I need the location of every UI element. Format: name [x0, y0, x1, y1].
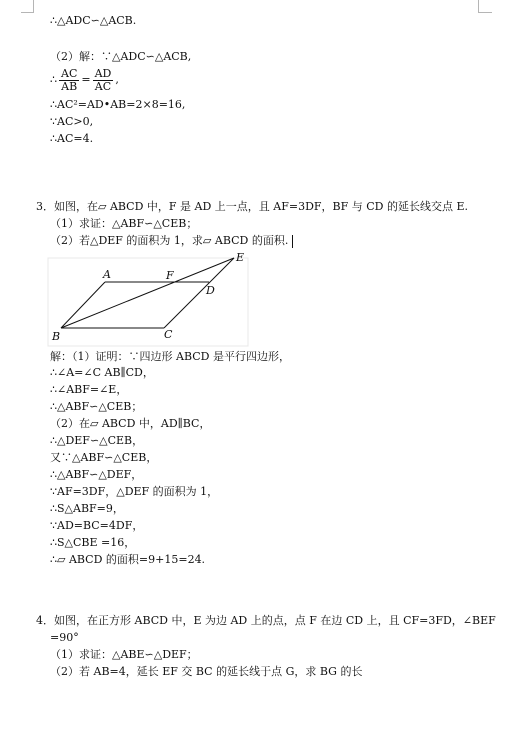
- label-b: B: [52, 330, 61, 343]
- solution-line: ∴AC=4.: [50, 132, 94, 145]
- segment-ce: [164, 258, 234, 328]
- question-3-stem: 3．如图，在▱ ABCD 中，F 是 AD 上一点，且 AF=3DF，BF 与 CD 的延长线交点 E.: [36, 200, 469, 213]
- question-4-stem-continuation: =90°: [50, 631, 79, 644]
- solution-line: 又∵△ABF∽△CEB，: [50, 451, 158, 464]
- solution-line: ∴△DEF∽△CEB，: [50, 434, 144, 447]
- question-3-part-2-text: （2）若△DEF 的面积为 1，求▱ ABCD 的面积.: [50, 234, 289, 247]
- solution-line: 解：（1）证明：∵四边形 ABCD 是平行四边形，: [50, 350, 290, 363]
- figure-frame: [48, 258, 248, 346]
- fraction-numerator: AD: [94, 66, 112, 80]
- crop-mark-top-left-horizontal: [21, 12, 34, 13]
- solution-line: ∴△ABF∽△DEF，: [50, 468, 143, 481]
- label-f: F: [166, 269, 174, 282]
- question-3-part-2: [50, 234, 293, 248]
- segment-ab: [61, 282, 105, 328]
- solution-line: （2）解：∵△ADC∽△ACB,: [50, 50, 192, 63]
- label-d: D: [206, 284, 215, 297]
- solution-line: ∵AD=BC=4DF，: [50, 519, 144, 532]
- solution-line: ∴∠ABF=∠E，: [50, 383, 128, 396]
- fraction-denominator: AC: [94, 79, 112, 93]
- label-a: A: [103, 268, 111, 281]
- fraction-denominator: AB: [61, 79, 78, 93]
- question-4-part-2: （2）若 AB=4，延长 EF 交 BC 的延长线于点 G，求 BG 的长: [50, 665, 363, 678]
- fraction-suffix: ,: [115, 73, 119, 86]
- label-e: E: [236, 251, 245, 264]
- solution-line: ∴∠A=∠C AB∥CD，: [50, 366, 154, 379]
- solution-line: ∴△ADC∽△ACB.: [50, 14, 137, 27]
- crop-mark-top-right-vertical: [478, 0, 479, 12]
- crop-mark-top-left-vertical: [33, 0, 34, 12]
- crop-mark-top-right-horizontal: [478, 12, 492, 13]
- question-4-stem: 4．如图，在正方形 ABCD 中，E 为边 AD 上的点，点 F 在边 CD 上，且 CF=3FD，∠BEF: [36, 614, 496, 627]
- solution-line: ∴△ABF∽△CEB；: [50, 400, 143, 413]
- question-4-part-1: （1）求证：△ABE∽△DEF；: [50, 648, 198, 661]
- solution-line: ∴S△CBE =16，: [50, 536, 136, 549]
- therefore-symbol: ∴: [50, 73, 57, 86]
- question-3-part-1: （1）求证：△ABF∽△CEB；: [50, 217, 198, 230]
- fraction-numerator: AC: [61, 66, 78, 80]
- fraction-equation: [50, 66, 119, 94]
- solution-line: ∴S△ABF=9，: [50, 502, 124, 515]
- solution-line: ∵AC>0,: [50, 115, 94, 128]
- label-c: C: [164, 328, 173, 341]
- solution-line: （2）在▱ ABCD 中，AD∥BC，: [50, 417, 211, 430]
- fraction-ad-ac: [93, 68, 114, 93]
- parallelogram-figure: [44, 250, 259, 350]
- equals-sign: =: [81, 73, 91, 86]
- fraction-ac-ab: [59, 68, 79, 93]
- text-cursor: [292, 235, 293, 248]
- solution-line: ∵AF=3DF，△DEF 的面积为 1，: [50, 485, 219, 498]
- solution-line: ∴▱ ABCD 的面积=9+15=24.: [50, 553, 206, 566]
- solution-line: ∴AC²=AD•AB=2×8=16,: [50, 98, 186, 111]
